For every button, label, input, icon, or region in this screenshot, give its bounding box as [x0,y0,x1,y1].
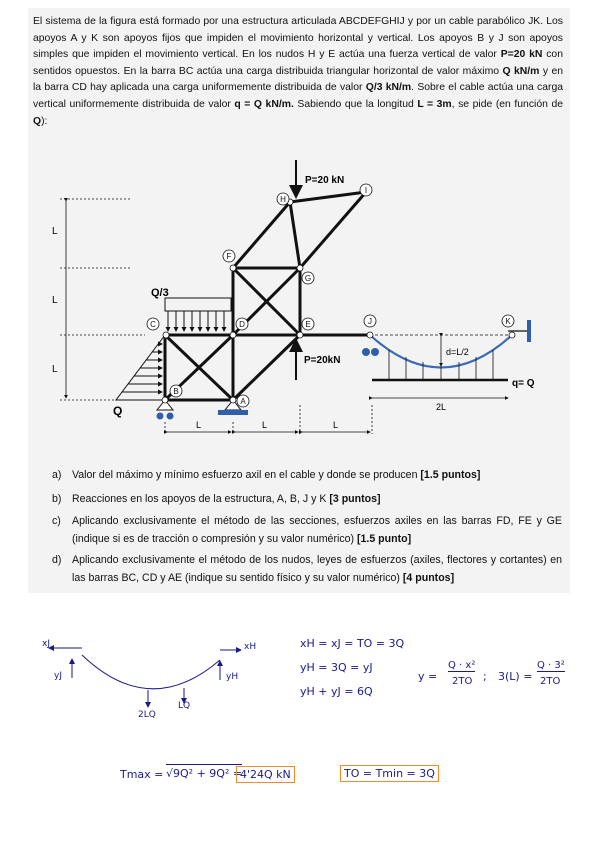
hw-eq-parabola-num: Q · x² [448,660,476,671]
load-label-q3: Q/3 [151,287,169,299]
force-p-h-label: P=20 kN [305,175,345,186]
force-p-e-label: P=20kN [304,355,341,366]
support-j [362,348,379,356]
left-dimensions [60,199,145,400]
cable-sag-label: d=L/2 [446,347,469,357]
hw-xh: xH [244,642,257,652]
hw-eq-parabola-lhs: y = [418,670,438,683]
node-k-label: K [505,317,511,326]
dim-label-l1: L [52,226,58,237]
node-e-label: E [305,320,311,329]
dim-bottom-l3: L [333,420,339,430]
hw-xj: xJ [42,639,50,649]
hw-cable-sketch [50,648,240,706]
cable-span-label: 2L [436,402,447,412]
hw-eq-sub-num: Q · 3² [537,660,565,671]
node-f-label: F [226,252,232,261]
problem-statement: El sistema de la figura está formado por una estructura articulada ABCDEFGHIJ y por un cable parabólico JK. Los apoyos A y K son apoyos fijos que impiden el movimiento horizontal y vertical. Los apoyos B y J son apoyos simples que impiden el movimiento vertical. En los nudos H y E actúa una fuerza vertical de valor P=20 kN con sentidos opuestos. En la barra BC actúa una carga distribuida triangular horizontal de valor máximo Q kN/m y en la barra CD hay aplicada una carga uniformemente distribuida de valor Q/3 kN/m. Sobre el cable actúa una carga vertical uniformemente distribuida de valor q = Q kN/m. Sabiendo que la longitud L = 3m, se pide (en función de Q): [33,16,564,127]
node-g-label: G [304,274,312,283]
triangular-load [116,335,165,400]
node-b-label: B [173,387,179,396]
hw-eq-parabola-den: 2TO [452,676,473,687]
node-h-label: H [280,195,286,204]
dim-label-l3: L [52,364,58,375]
node-a-label: A [240,397,246,406]
hw-eq-vertical: yH = 3Q = yJ [300,661,373,674]
dim-bottom-l1: L [196,420,202,430]
node-d-label: D [239,320,245,329]
hw-eq-sub-den: 2TO [540,676,561,687]
hw-separator: ; [483,670,487,683]
node-j-label: J [368,317,372,326]
hw-tmax-root: √9Q² + 9Q² = [166,764,242,780]
cable-load-label: q= Q [512,378,535,389]
node-i-label: I [364,186,368,195]
hw-tmax-lhs: Tmax = [120,768,164,781]
hw-2lq: 2LQ [138,710,156,720]
hw-yh: yH [226,672,239,682]
node-c-label: C [150,320,156,329]
hw-tmin-result: TO = Tmin = 3Q [340,765,439,782]
distributed-load-q3 [165,298,231,331]
hw-tmax-result: 4'24Q kN [236,766,295,783]
hw-eq-horizontal: xH = xJ = TO = 3Q [300,637,405,650]
hw-yj: yJ [54,671,62,681]
hw-lq: LQ [178,701,191,711]
load-label-q: Q [113,404,123,418]
hw-eq-sub-lhs: 3(L) = [498,670,533,683]
node-markers [162,189,515,403]
dim-bottom-l2: L [262,420,268,430]
dim-label-l2: L [52,295,58,306]
truss-bars [165,192,370,400]
hw-eq-sum: yH + yJ = 6Q [300,685,373,698]
